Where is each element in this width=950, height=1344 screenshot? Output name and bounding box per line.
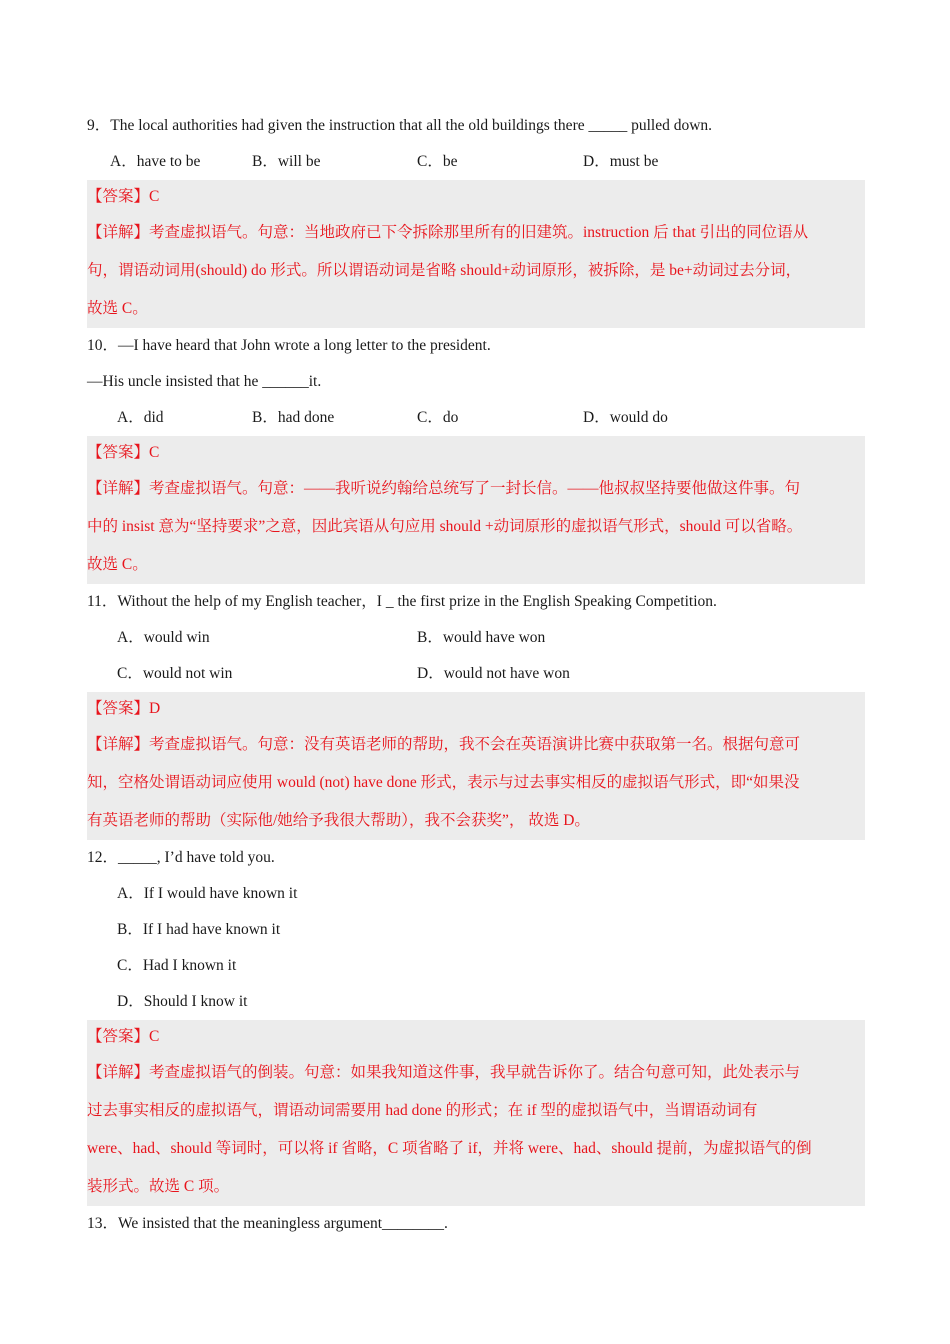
explanation-line: were、had、should 等词时，可以将 if 省略，C 项省略了 if，并将 were、had、should 提前，为虚拟语气的倒 xyxy=(87,1140,812,1157)
explanation-line: 【详解】考查虚拟语气。句意：没有英语老师的帮助，我不会在英语演讲比赛中获取第一名。根据句意可 xyxy=(87,736,801,753)
option-b: B．will be xyxy=(252,153,321,170)
explanation-line: 故选 C。 xyxy=(87,556,148,573)
explanation-line: 中的 insist 意为“坚持要求”之意，因此宾语从句应用 should +动词原形的虚拟语气形式，should 可以省略。 xyxy=(87,518,803,535)
option-b: B．had done xyxy=(252,409,335,426)
option-d: D．Should I know it xyxy=(117,993,248,1010)
option-d: D．would not have won xyxy=(417,665,570,682)
explanation-line: 知，空格处谓语动词应使用 would (not) have done 形式，表示与过去事实相反的虚拟语气形式，即“如果没 xyxy=(87,774,800,791)
answer-box-9 xyxy=(87,180,865,328)
answer-box-12 xyxy=(87,1020,865,1206)
explanation-line: 【详解】考查虚拟语气。句意：当地政府已下令拆除那里所有的旧建筑。instruction 后 that 引出的同位语从 xyxy=(87,224,809,241)
option-a: A．would win xyxy=(117,629,210,646)
answer-label: 【答案】C xyxy=(87,188,160,205)
question-13-stem: 13．We insisted that the meaningless argument________. xyxy=(87,1215,448,1232)
option-c: C．would not win xyxy=(117,665,233,682)
option-b: B．If I had have known it xyxy=(117,921,281,938)
answer-box-11 xyxy=(87,692,865,840)
option-a: A．have to be xyxy=(110,153,201,170)
document-page xyxy=(87,108,865,1242)
option-c: C．do xyxy=(417,409,459,426)
explanation-line: 装形式。故选 C 项。 xyxy=(87,1178,230,1195)
answer-label: 【答案】C xyxy=(87,1028,160,1045)
explanation-line: 句，谓语动词用(should) do 形式。所以谓语动词是省略 should+动词原形，被拆除，是 be+动词过去分词， xyxy=(87,262,802,279)
answer-box-10 xyxy=(87,436,865,584)
explanation-line: 过去事实相反的虚拟语气，谓语动词需要用 had done 的形式；在 if 型的虚拟语气中，当谓语动词有 xyxy=(87,1102,758,1119)
question-10-stem-reply: —His uncle insisted that he ______it. xyxy=(87,373,322,390)
option-c: C．be xyxy=(417,153,458,170)
question-9-stem: 9．The local authorities had given the instruction that all the old buildings there _____ pulled down. xyxy=(87,117,713,134)
explanation-line: 故选 C。 xyxy=(87,300,148,317)
answer-label: 【答案】D xyxy=(87,700,161,717)
answer-label: 【答案】C xyxy=(87,444,160,461)
option-b: B．would have won xyxy=(417,629,546,646)
option-d: D．would do xyxy=(583,409,668,426)
question-10-options xyxy=(87,400,865,436)
explanation-line: 【详解】考查虚拟语气。句意：——我听说约翰给总统写了一封长信。——他叔叔坚持要他做这件事。句 xyxy=(87,480,801,497)
question-10-stem: 10．—I have heard that John wrote a long letter to the president. xyxy=(87,337,491,354)
question-9-options xyxy=(87,144,865,180)
option-a: A．did xyxy=(117,409,164,426)
question-12-stem: 12．_____, I’d have told you. xyxy=(87,849,275,866)
question-11-options-row1 xyxy=(87,620,865,656)
question-11-options-row2 xyxy=(87,656,865,692)
explanation-line: 有英语老师的帮助（实际他/她给予我很大帮助），我不会获奖”， 故选 D。 xyxy=(87,812,590,829)
explanation-line: 【详解】考查虚拟语气的倒装。句意：如果我知道这件事，我早就告诉你了。结合句意可知，此处表示与 xyxy=(87,1064,801,1081)
option-d: D．must be xyxy=(583,153,659,170)
option-a: A．If I would have known it xyxy=(117,885,298,902)
question-11-stem: 11．Without the help of my English teacher，I _ the first prize in the English Speaking Competition. xyxy=(87,593,717,610)
option-c: C．Had I known it xyxy=(117,957,237,974)
